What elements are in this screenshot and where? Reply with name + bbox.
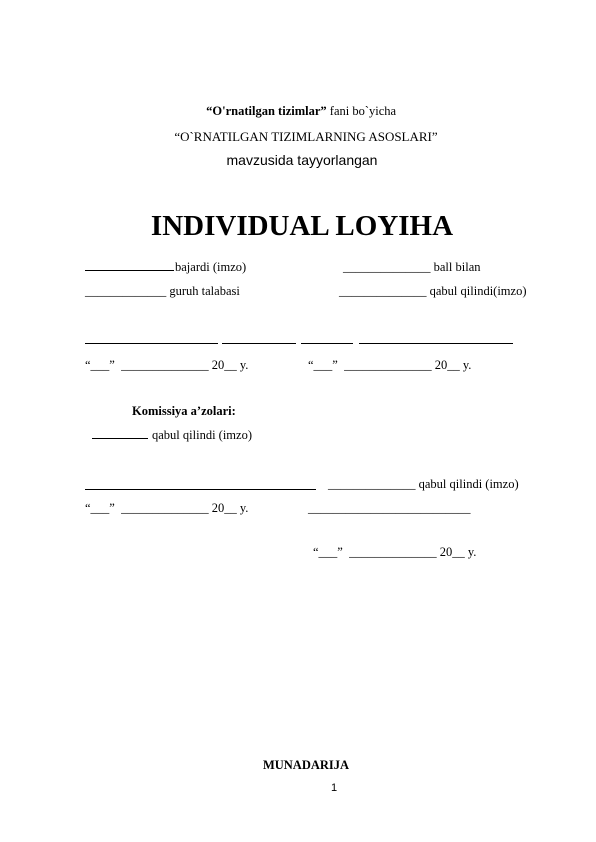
commission-signature-line bbox=[92, 438, 148, 439]
commission-name-line bbox=[85, 489, 316, 490]
name-line-right-a bbox=[301, 343, 353, 344]
commission-blank-right: __________________________ bbox=[308, 501, 471, 515]
commission-accepted: qabul qilindi (imzo) bbox=[152, 428, 252, 442]
subject-suffix: fani bo`yicha bbox=[326, 104, 397, 118]
accepted-signature-label: ______________ qabul qilindi(imzo) bbox=[339, 284, 527, 298]
commission-date-left: “___” ______________ 20__ y. bbox=[85, 501, 249, 515]
contents-title: MUNADARIJA bbox=[262, 758, 350, 772]
subject-name: “O'rnatilgan tizimlar” bbox=[206, 104, 327, 118]
prepared-line: mavzusida tayyorlangan bbox=[226, 152, 378, 168]
doc-title: INDIVIDUAL LOYIHA bbox=[150, 210, 454, 242]
date-right: “___” ______________ 20__ y. bbox=[308, 358, 472, 372]
name-line-left-a bbox=[85, 343, 218, 344]
commission-date-bottom: “___” ______________ 20__ y. bbox=[313, 545, 477, 559]
commission-title: Komissiya a’zolari: bbox=[132, 404, 236, 418]
page-number: 1 bbox=[330, 782, 338, 794]
topic-title: “O`RNATILGAN TIZIMLARNING ASOSLARI” bbox=[174, 129, 438, 144]
date-left: “___” ______________ 20__ y. bbox=[85, 358, 249, 372]
name-line-left-b bbox=[222, 343, 296, 344]
performed-label: bajardi (imzo) bbox=[175, 260, 247, 274]
subject-line bbox=[0, 90, 596, 118]
group-student-label: _____________ guruh talabasi bbox=[85, 284, 240, 298]
commission-accepted-right: ______________ qabul qilindi (imzo) bbox=[328, 477, 519, 491]
score-label: ______________ ball bilan bbox=[343, 260, 481, 274]
name-line-right-b bbox=[359, 343, 513, 344]
performer-signature-line bbox=[85, 270, 174, 271]
